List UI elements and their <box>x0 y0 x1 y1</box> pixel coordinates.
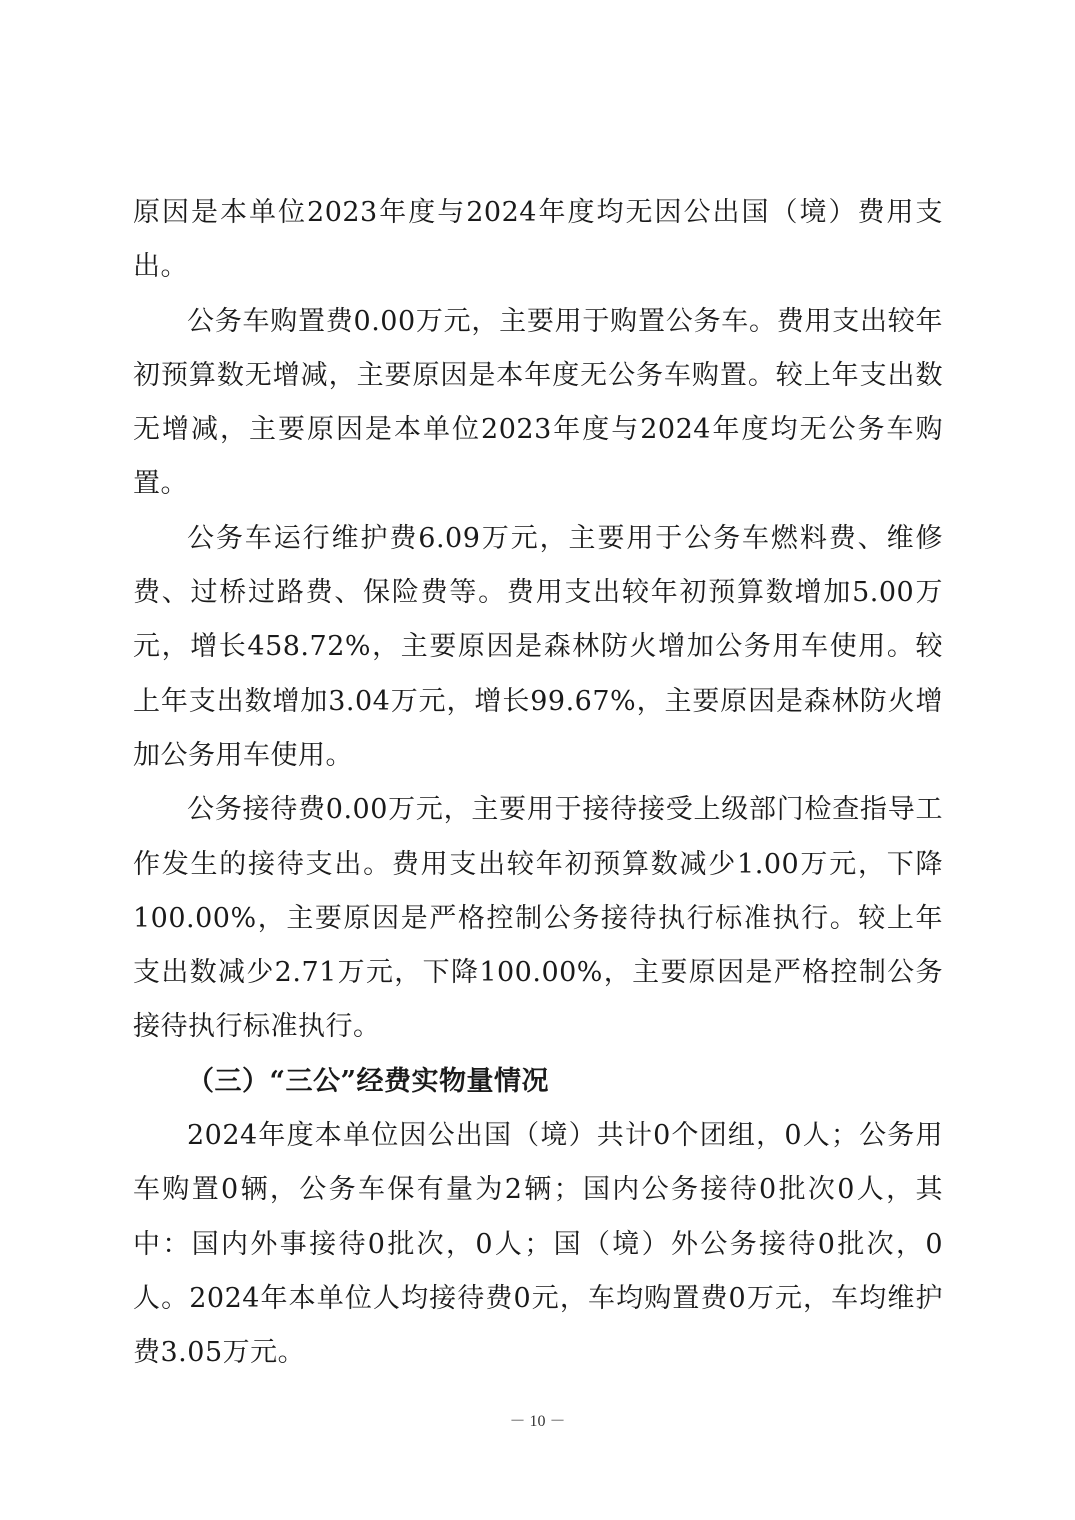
paragraph-vehicle-purchase: 公务车购置费0.00万元，主要用于购置公务车。费用支出较年初预算数无增减，主要原因是本年度无公务车购置。较上年支出数无增减，主要原因是本单位2023年度与2024年度均无公务车购置。 <box>133 305 943 500</box>
section-heading: （三）“三公”经费实物量情况 <box>187 1065 550 1097</box>
paragraph-reception: 公务接待费0.00万元，主要用于接待接受上级部门检查指导工作发生的接待支出。费用支出较年初预算数减少1.00万元，下降100.00%，主要原因是严格控制公务接待执行标准执行。较上年支出数减少2.71万元，下降100.00%，主要原因是严格控制公务接待执行标准执行。 <box>133 794 943 1043</box>
paragraph-continuation: 原因是本单位2023年度与2024年度均无因公出国（境）费用支出。 <box>133 197 943 283</box>
page-number: － 10 － <box>509 1413 566 1430</box>
document-body <box>133 186 943 1381</box>
paragraph-physical-quantities: 2024年度本单位因公出国（境）共计0个团组，0人；公务用车购置0辆，公务车保有量为2辆；国内公务接待0批次0人，其中：国内外事接待0批次，0人；国（境）外公务接待0批次，0人。2024年本单位人均接待费0元，车均购置费0万元，车均维护费3.05万元。 <box>133 1120 943 1369</box>
paragraph-vehicle-maintenance: 公务车运行维护费6.09万元，主要用于公务车燃料费、维修费、过桥过路费、保险费等。费用支出较年初预算数增加5.00万元，增长458.72%，主要原因是森林防火增加公务用车使用。较上年支出数增加3.04万元，增长99.67%，主要原因是森林防火增加公务用车使用。 <box>133 522 943 771</box>
